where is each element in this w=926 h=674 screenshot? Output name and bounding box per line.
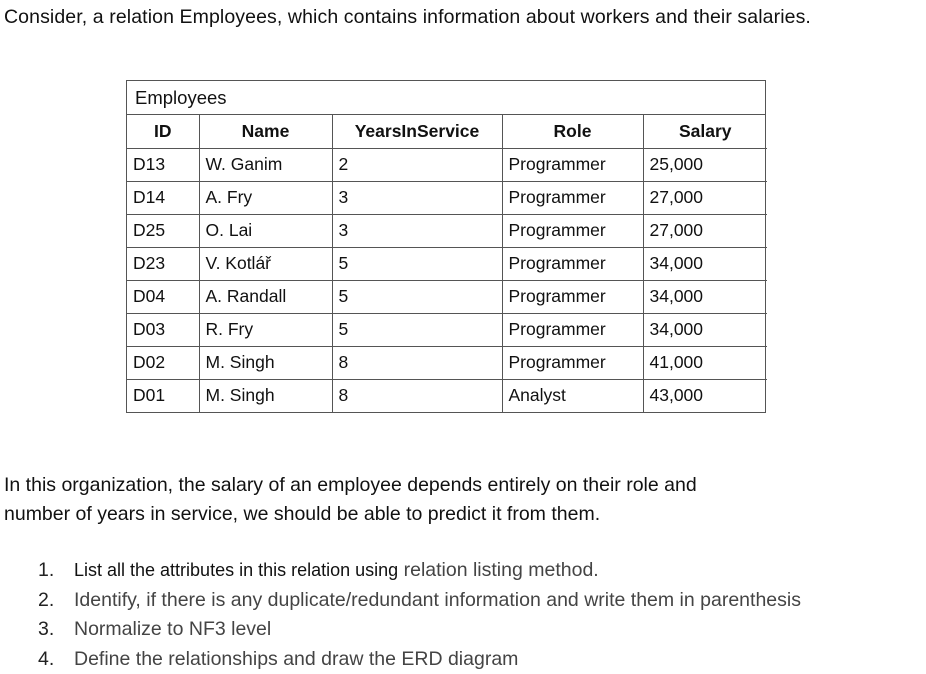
question-item [38, 556, 801, 586]
header-id: ID [127, 115, 199, 148]
cell-name: R. Fry [199, 313, 332, 346]
header-years-in-service: YearsInService [332, 115, 502, 148]
paragraph-line-2: number of years in service, we should be able to predict it from them. [4, 500, 904, 529]
cell-years: 3 [332, 181, 502, 214]
cell-id: D04 [127, 280, 199, 313]
cell-salary: 25,000 [643, 148, 767, 181]
cell-salary: 34,000 [643, 313, 767, 346]
question-number: 1. [38, 556, 74, 586]
cell-id: D23 [127, 247, 199, 280]
cell-role: Programmer [502, 280, 643, 313]
cell-salary: 27,000 [643, 214, 767, 247]
question-text: Identify, if there is any duplicate/redundant information and write them in parenthesis [74, 586, 801, 616]
question-number: 2. [38, 586, 74, 616]
cell-salary: 41,000 [643, 346, 767, 379]
table-row [127, 313, 767, 346]
cell-role: Analyst [502, 379, 643, 412]
table-row [127, 280, 767, 313]
question-list [38, 556, 801, 674]
paragraph-line-1: In this organization, the salary of an employee depends entirely on their role and [4, 471, 904, 500]
question-text: Define the relationships and draw the ERD diagram [74, 645, 518, 674]
header-salary: Salary [643, 115, 767, 148]
cell-role: Programmer [502, 247, 643, 280]
table-title: Employees [127, 81, 765, 115]
cell-salary: 34,000 [643, 247, 767, 280]
cell-years: 5 [332, 247, 502, 280]
cell-id: D01 [127, 379, 199, 412]
cell-role: Programmer [502, 313, 643, 346]
cell-salary: 27,000 [643, 181, 767, 214]
description-paragraph [4, 471, 904, 529]
table-row [127, 247, 767, 280]
table-row [127, 148, 767, 181]
cell-id: D03 [127, 313, 199, 346]
header-role: Role [502, 115, 643, 148]
cell-years: 8 [332, 346, 502, 379]
cell-role: Programmer [502, 148, 643, 181]
header-row [127, 115, 767, 148]
cell-id: D13 [127, 148, 199, 181]
question-item [38, 586, 801, 616]
question-item [38, 615, 801, 645]
cell-salary: 43,000 [643, 379, 767, 412]
table-row [127, 379, 767, 412]
cell-salary: 34,000 [643, 280, 767, 313]
cell-years: 8 [332, 379, 502, 412]
table-row [127, 346, 767, 379]
cell-years: 3 [332, 214, 502, 247]
question-text: Normalize to NF3 level [74, 615, 271, 645]
cell-years: 5 [332, 313, 502, 346]
cell-name: O. Lai [199, 214, 332, 247]
cell-role: Programmer [502, 346, 643, 379]
cell-name: A. Fry [199, 181, 332, 214]
cell-years: 2 [332, 148, 502, 181]
cell-role: Programmer [502, 214, 643, 247]
table-row [127, 181, 767, 214]
table-row [127, 214, 767, 247]
cell-name: M. Singh [199, 379, 332, 412]
cell-id: D02 [127, 346, 199, 379]
question-text [74, 556, 599, 586]
cell-years: 5 [332, 280, 502, 313]
cell-name: W. Ganim [199, 148, 332, 181]
header-name: Name [199, 115, 332, 148]
cell-name: M. Singh [199, 346, 332, 379]
cell-role: Programmer [502, 181, 643, 214]
cell-name: V. Kotlář [199, 247, 332, 280]
question-number: 3. [38, 615, 74, 645]
employees-grid [127, 115, 767, 412]
cell-id: D14 [127, 181, 199, 214]
intro-text: Consider, a relation Employees, which contains information about workers and their salaries. [4, 6, 811, 29]
question-number: 4. [38, 645, 74, 674]
employees-table [126, 80, 766, 413]
cell-id: D25 [127, 214, 199, 247]
question-item [38, 645, 801, 674]
question-text-part-b: relation listing method. [398, 559, 599, 581]
cell-name: A. Randall [199, 280, 332, 313]
question-text-part-a: List all the attributes in this relation using [74, 560, 398, 580]
